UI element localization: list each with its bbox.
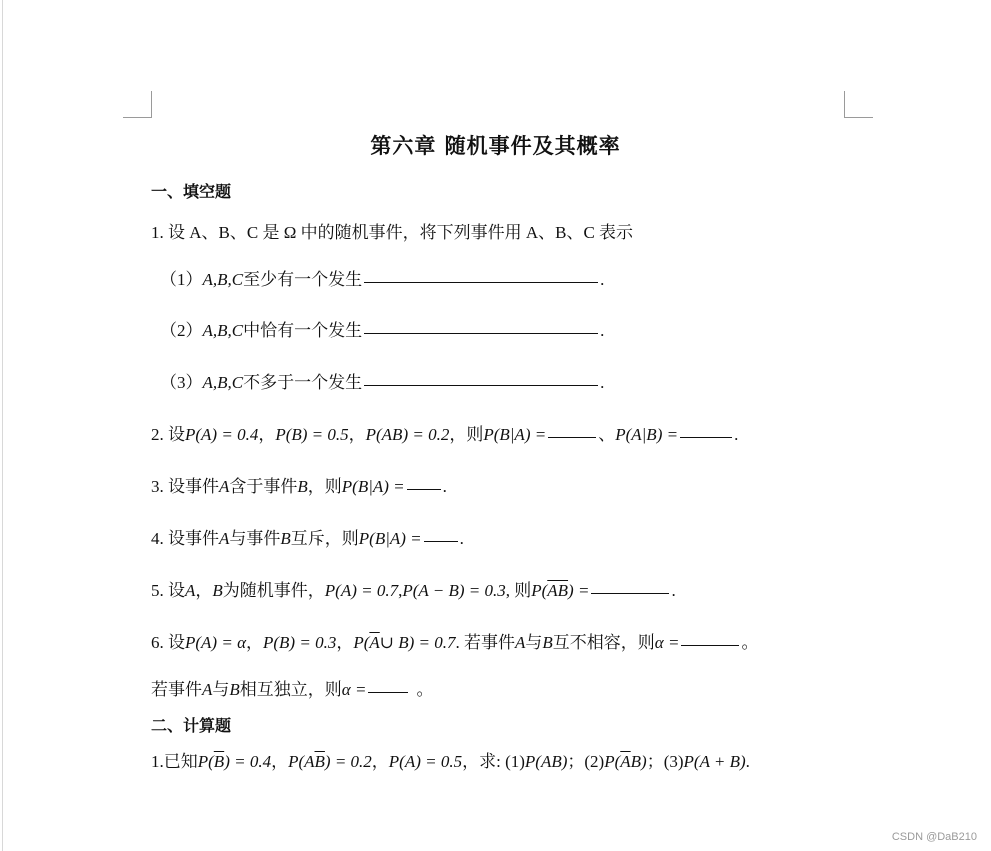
item-vars: A,B,C [202,321,244,340]
question-1-item-2 [160,316,604,341]
q6-and: 与 [525,633,543,652]
margin-corner-marker-right [844,91,873,118]
item-end: . [600,270,605,289]
q6-expr-rest: ∪ B) = 0.7 [379,633,456,652]
q2-end: . [734,425,739,444]
c1-expr1-complement-b: $\overline{B}$ [213,752,225,771]
c1-ask: ，求: (1) [462,752,525,771]
answer-blank[interactable] [368,691,408,693]
page-edge [2,0,3,851]
answer-blank[interactable] [680,436,732,438]
q3-end: . [442,477,447,496]
q6-line2-end: 。 [416,680,434,699]
q5-expr-pa-minus-b: P(A − B) = 0.3 [402,581,506,600]
q3-prefix: 3. 设事件 [151,477,219,496]
q6-mid: . 若事件 [455,633,516,652]
q5-prefix: 5. 设 [151,581,185,600]
section-heading-calculation: 二、计算题 [151,716,232,735]
item-number: （2） [160,321,203,340]
q5-then: , 则 [505,581,532,600]
q2-prefix: 2. 设 [151,425,185,444]
item-text: 中恰有一个发生 [243,321,363,340]
c1-req2-close: B) [630,752,647,771]
q6-prefix: 6. 设 [151,633,185,652]
margin-corner-marker-left [123,91,152,118]
q4-end: . [459,529,464,548]
question-4 [151,524,464,549]
question-2 [151,420,738,445]
answer-blank[interactable] [364,332,598,334]
c1-sep: ， [271,752,289,771]
answer-blank[interactable] [407,488,441,490]
item-vars: A,B,C [202,373,244,392]
c1-expr1-close: ) = 0.4 [224,752,272,771]
q5-sep: ， [195,581,213,600]
q6-expr-open: P( [353,633,370,652]
c1-sep: ， [371,752,389,771]
answer-blank[interactable] [364,281,598,283]
c1-end: . [745,752,750,771]
q5-mid: 为随机事件， [222,581,325,600]
item-end: . [600,321,605,340]
q5-expr-pa: P(A) = 0.7 [324,581,399,600]
q3-var-a: A [219,477,230,496]
watermark: CSDN @DaB210 [891,831,977,843]
q2-expr-pab: P(AB) = 0.2 [365,425,450,444]
question-1-stem: 1. 设 A、B、C 是 Ω 中的随机事件，将下列事件用 A、B、C 表示 [151,223,634,242]
q4-var-a: A [219,529,230,548]
c1-req2-complement-a: $\overline{A}$ [620,752,631,771]
q6-line2-var-a: A [202,680,213,699]
q6-sep: ， [336,633,354,652]
c1-req1: P(AB) [524,752,568,771]
c1-sep: ；(3) [646,752,684,771]
c1-req3: P(A + B) [683,752,746,771]
q6-rest: 互不相容，则 [552,633,655,652]
q6-line2-and: 与 [212,680,230,699]
item-number: （3） [160,373,203,392]
q4-rest: 互斥，则 [290,529,359,548]
q2-expr-pa: P(A) = 0.4 [185,425,259,444]
q2-expr-cond-ba: P(B|A) = [483,425,547,444]
q4-prefix: 4. 设事件 [151,529,219,548]
answer-blank[interactable] [548,436,596,438]
q6-var-b: B [542,633,553,652]
q2-expr-cond-ab: P(A|B) = [615,425,679,444]
c1-expr3: P(A) = 0.5 [388,752,463,771]
question-5 [151,576,676,601]
q6-alpha: α = [654,633,680,652]
page-title: 第六章 随机事件及其概率 [370,134,621,158]
c1-prefix: 1.已知 [151,752,198,771]
c1-sep: ；(2) [567,752,605,771]
q6-line2-prefix: 若事件 [151,680,202,699]
q2-sep: ， [258,425,276,444]
question-3 [151,472,447,497]
q4-expr: P(B|A) = [358,529,422,548]
item-number: （1） [160,270,203,289]
q2-mid: ，则 [449,425,484,444]
q5-expr-open: P( [531,581,548,600]
q3-mid: 含于事件 [229,477,298,496]
item-end: . [600,373,605,392]
item-text: 至少有一个发生 [243,270,363,289]
q3-then: ，则 [307,477,342,496]
q5-sep2: , [398,581,403,600]
c1-expr2-close: ) = 0.2 [324,752,372,771]
q6-expr-pa: P(A) = α [185,633,246,652]
q5-var-b: B [212,581,223,600]
section-heading-fill-in: 一、填空题 [151,182,232,201]
question-1-item-1 [160,265,604,290]
q6-line2-var-b: B [229,680,240,699]
q6-var-a: A [515,633,526,652]
c1-expr1-open: P( [197,752,214,771]
q6-end: 。 [741,633,759,652]
q5-expr-close: ) = [568,581,590,600]
q3-expr: P(B|A) = [341,477,405,496]
question-6 [151,628,758,653]
q2-expr-pb: P(B) = 0.5 [275,425,349,444]
q2-sep: ， [348,425,366,444]
q6-sep: ， [246,633,263,652]
item-vars: A,B,C [202,270,244,289]
q5-expr-complement-ab: $\overline{AB}$ [547,581,569,600]
c1-expr2-complement-b: $\overline{B}$ [314,752,325,771]
q6-line2-alpha: α = [341,680,367,699]
q4-mid: 与事件 [229,529,281,548]
answer-blank[interactable] [681,644,739,646]
item-text: 不多于一个发生 [243,373,363,392]
q3-var-b: B [297,477,308,496]
q4-var-b: B [280,529,291,548]
q2-sep: 、 [598,425,616,444]
calculation-question-1 [151,747,750,772]
answer-blank[interactable] [364,384,598,386]
answer-blank[interactable] [591,592,669,594]
q5-end: . [671,581,676,600]
question-6-line-2 [151,675,433,700]
c1-req2-open: P( [604,752,621,771]
q6-expr-pb: P(B) = 0.3 [263,633,337,652]
c1-expr2-open: P(A [288,752,315,771]
q6-expr-complement-a: $\overline{A}$ [369,633,380,652]
q5-var-a: A [185,581,196,600]
question-1-item-3 [160,368,604,393]
answer-blank[interactable] [424,540,458,542]
q6-line2-rest: 相互独立，则 [239,680,342,699]
